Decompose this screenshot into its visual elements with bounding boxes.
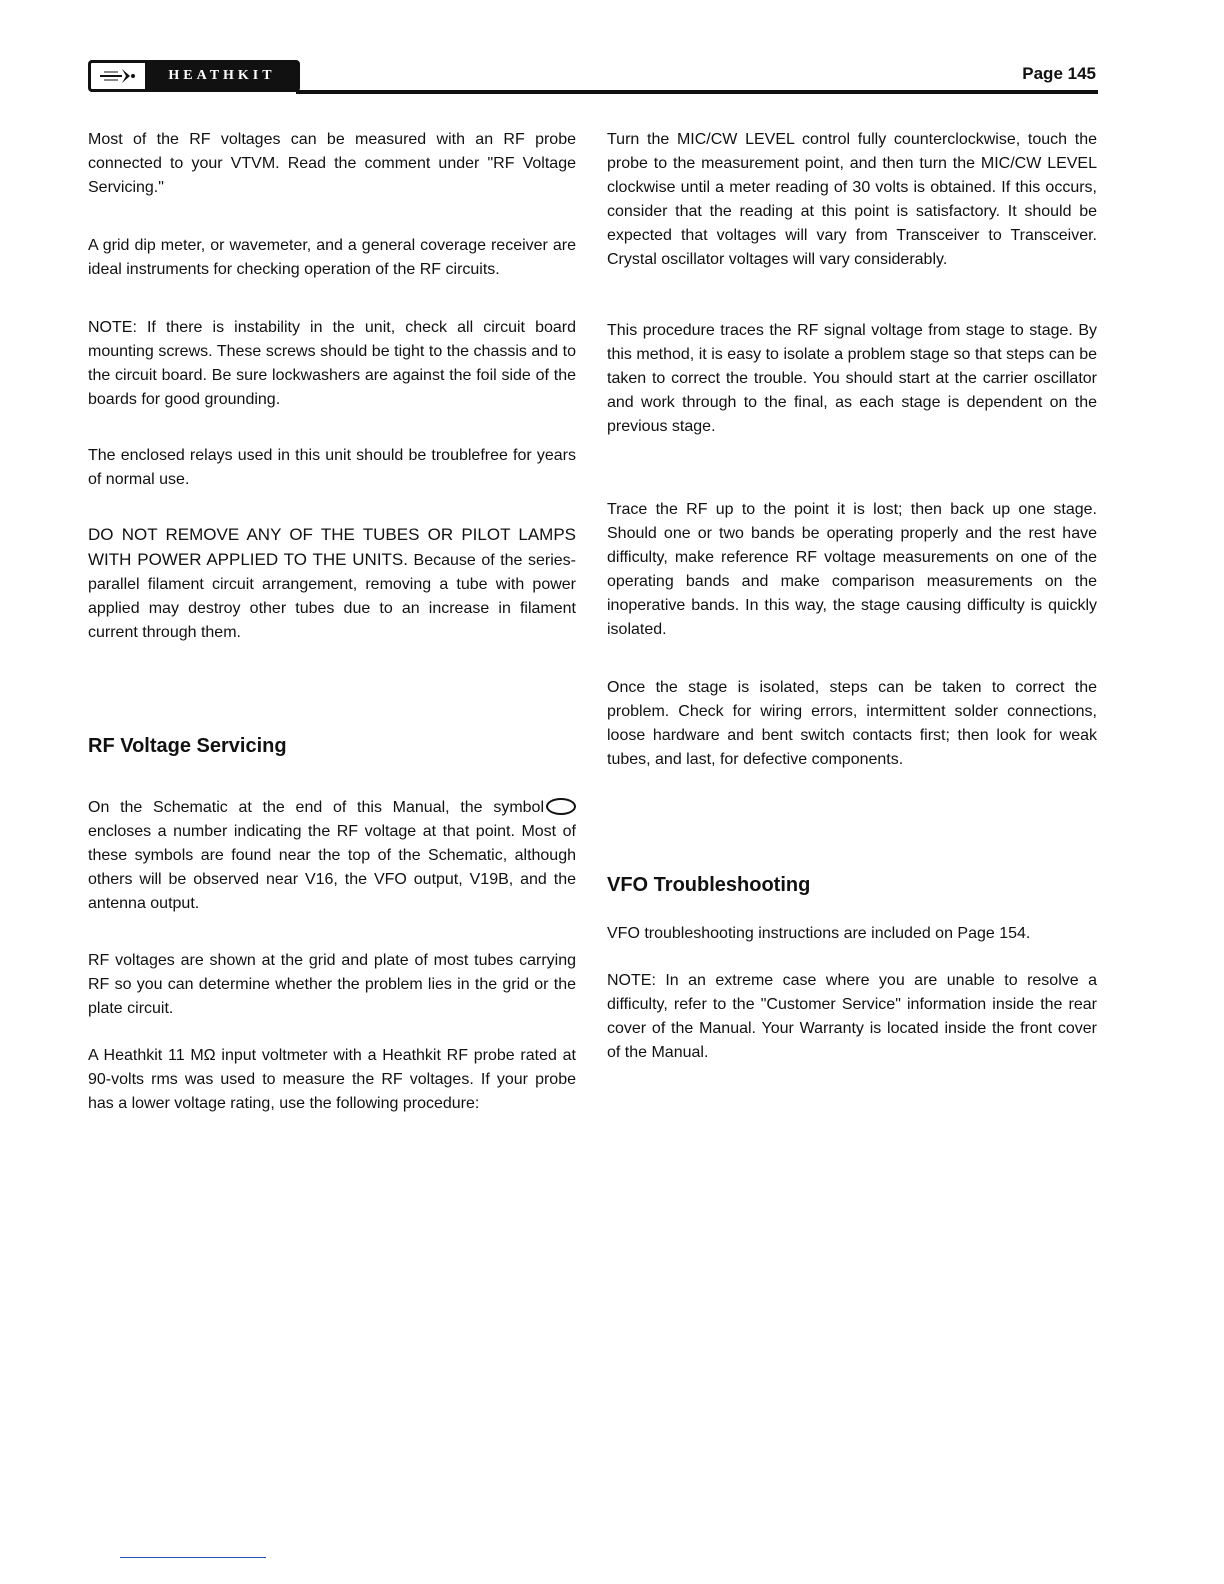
note-paragraph: NOTE: In an extreme case where you are unable to resolve a difficulty, refer to the "Customer Service" information inside the rear cover of the Manual. Your Warranty is located inside the front cover of the Manual. <box>607 972 1097 1061</box>
header-rule <box>296 90 1098 94</box>
paragraph: RF voltages are shown at the grid and plate of most tubes carrying RF so you can determine whether the problem lies in the grid or the plate circuit. <box>88 952 576 1017</box>
footer-rule <box>120 1557 266 1558</box>
paragraph <box>88 796 576 916</box>
oval-symbol-icon <box>546 798 576 815</box>
page-number: Page 145 <box>1022 64 1096 83</box>
warning-paragraph <box>88 523 576 645</box>
section-heading-vfo: VFO Troubleshooting <box>607 874 811 896</box>
paragraph: A Heathkit 11 MΩ input voltmeter with a Heathkit RF probe rated at 90-volts rms was used to measure the RF voltages. If your probe has a lower voltage rating, use the following procedure: <box>88 1047 576 1112</box>
warning-text: Because of the series-parallel filament circuit arrangement, removing a tube with power applied may destroy other tubes due to an increase in filament current through them. <box>88 552 576 641</box>
paragraph: Most of the RF voltages can be measured with an RF probe connected to your VTVM. Read the comment under "RF Voltage Servicing." <box>88 131 576 196</box>
paragraph: A grid dip meter, or wavemeter, and a general coverage receiver are ideal instruments for checking operation of the RF circuits. <box>88 237 576 278</box>
paragraph-text: encloses a number indicating the RF voltage at that point. Most of these symbols are found near the top of the Schematic, although others will be observed near V16, the VFO output, V19B, and the antenna output. <box>88 823 576 912</box>
left-column <box>88 128 576 1116</box>
paragraph: VFO troubleshooting instructions are included on Page 154. <box>607 925 1031 942</box>
warning-caps: DO NOT REMOVE ANY OF THE TUBES OR PILOT LAMPS WITH POWER APPLIED TO THE UNITS. <box>88 525 576 569</box>
heathkit-logo <box>88 60 300 92</box>
paragraph: The enclosed relays used in this unit should be troublefree for years of normal use. <box>88 447 576 488</box>
paragraph: This procedure traces the RF signal voltage from stage to stage. By this method, it is easy to isolate a problem stage so that steps can be taken to correct the trouble. You should start at the carrier oscillator and work through to the final, as each stage is dependent on the previous stage. <box>607 322 1097 435</box>
paragraph: Once the stage is isolated, steps can be taken to correct the problem. Check for wiring errors, intermittent solder connections, loose hardware and bent switch contacts first; then look for weak tubes, and last, for defective components. <box>607 679 1097 768</box>
emblem-icon <box>91 63 145 89</box>
right-column <box>607 128 1097 1065</box>
brand-name: HEATHKIT <box>145 63 297 89</box>
paragraph: Turn the MIC/CW LEVEL control fully counterclockwise, touch the probe to the measurement point, and then turn the MIC/CW LEVEL clockwise until a meter reading of 30 volts is obtained. If this occurs, consider that the reading at this point is satisfactory. It should be expected that voltages will vary from Transceiver to Transceiver. Crystal oscillator voltages will vary considerably. <box>607 131 1097 268</box>
section-heading-rf-voltage: RF Voltage Servicing <box>88 735 287 757</box>
note-paragraph: NOTE: If there is instability in the unit, check all circuit board mounting screws. These screws should be tight to the chassis and to the circuit board. Be sure lockwashers are against the foil side of the boards for good grounding. <box>88 319 576 408</box>
paragraph: Trace the RF up to the point it is lost; then back up one stage. Should one or two bands be operating properly and the rest have difficulty, make reference RF voltage measurements on one of the operating bands and make comparison measurements on the inoperative bands. In this way, the stage causing difficulty is quickly isolated. <box>607 501 1097 638</box>
paragraph-text: On the Schematic at the end of this Manual, the symbol <box>88 799 544 816</box>
